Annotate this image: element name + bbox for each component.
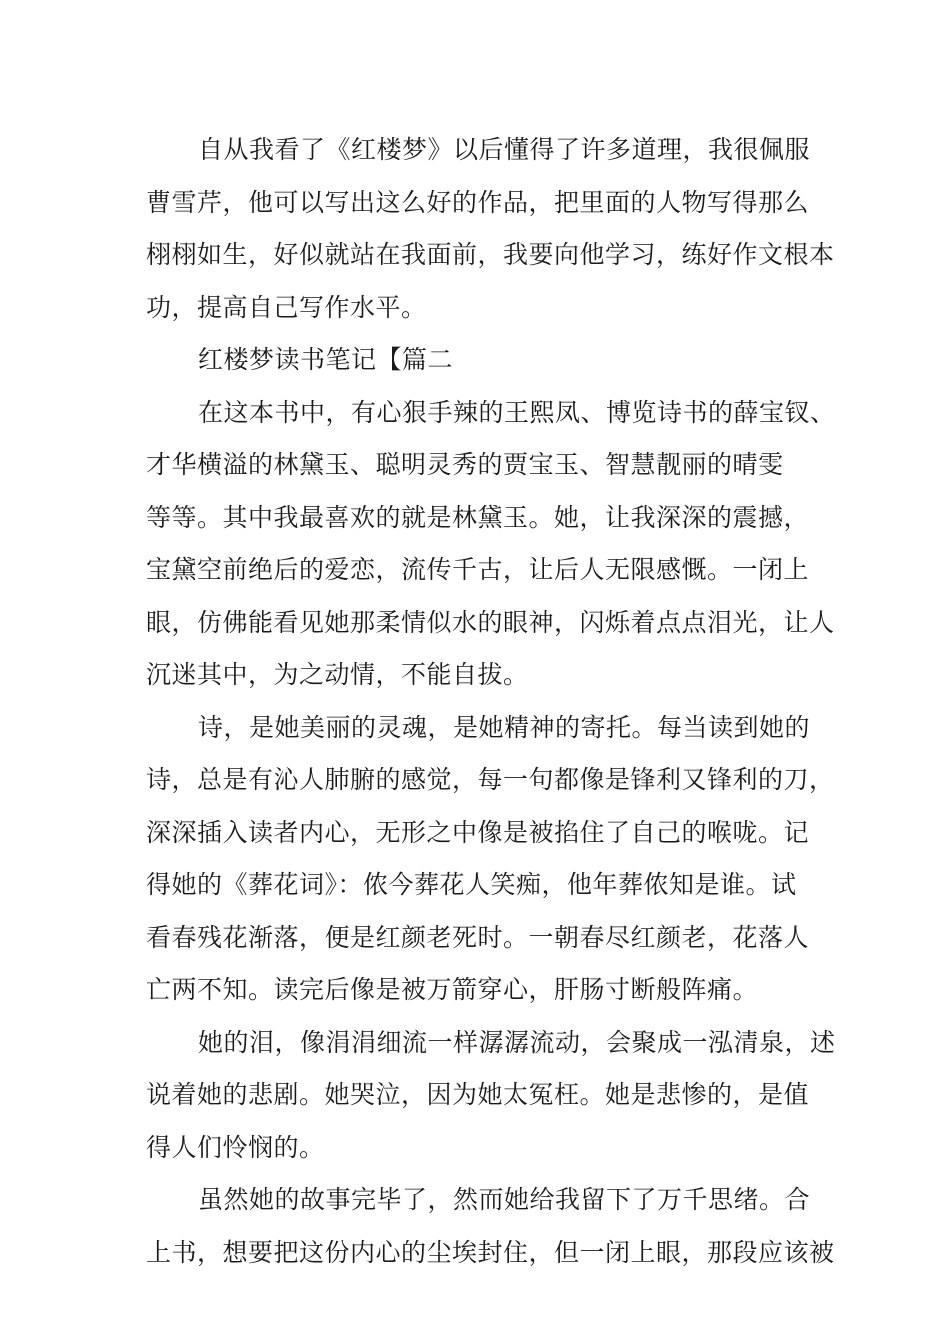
text-line: 宝黛空前绝后的爱恋，流传千古，让后人无限感慨。一闭上 [146,555,810,584]
text-line: 眼，仿佛能看见她那柔情似水的眼神，闪烁着点点泪光，让人 [146,607,835,637]
text-line: 说着她的悲剧。她哭泣，因为她太冤枉。她是悲惨的，是值 [146,1080,810,1109]
text-line: 亡两不知。读完后像是被万箭穿心，肝肠寸断般阵痛。 [146,975,759,1004]
paragraph-closing [146,1174,835,1279]
text-line: 才华横溢的林黛玉、聪明灵秀的贾宝玉、智慧靓丽的晴雯 [146,450,784,479]
text-line: 诗，总是有沁人肺腑的感觉，每一句都像是锋利又锋利的刀， [146,765,835,794]
text-line: 得人们怜悯的。 [146,1132,325,1162]
text-line: 得她的《葬花词》：侬今葬花人笑痴，他年葬侬知是谁。试 [146,870,797,899]
text-line: 等等。其中我最喜欢的就是林黛玉。她，让我深深的震撼， [146,502,810,532]
text-line: 深深插入读者内心，无形之中像是被掐住了自己的喉咙。记 [146,817,810,847]
text-line: 功，提高自己写作水平。 [146,292,427,322]
text-line: 沉迷其中，为之动情，不能自拔。 [146,660,529,689]
text-line: 在这本书中，有心狠手辣的王熙凤、博览诗书的薛宝钗、 [198,397,836,427]
text-line: 虽然她的故事完毕了，然而她给我留下了万千思绪。合 [198,1185,811,1214]
paragraph-tears [146,1017,836,1175]
text-line: 自从我看了《红楼梦》以后懂得了许多道理，我很佩服 [198,135,811,164]
text-line: 栩栩如生，好似就站在我面前，我要向他学习，练好作文根本 [146,240,835,269]
section-heading [146,334,806,387]
paragraph-poetry [146,702,835,1017]
paragraph-conclusion-part1 [146,124,835,334]
section-heading-text: 红楼梦读书笔记【篇二 [198,345,454,374]
text-line: 她的泪，像涓涓细流一样潺潺流动，会聚成一泓清泉，述 [198,1027,836,1057]
text-line: 曹雪芹，他可以写出这么好的作品，把里面的人物写得那么 [146,187,810,217]
text-line: 上书，想要把这份内心的尘埃封住，但一闭上眼，那段应该被 [146,1237,835,1267]
document-body [146,124,836,1279]
paragraph-characters [146,387,836,702]
text-line: 诗，是她美丽的灵魂，是她精神的寄托。每当读到她的 [198,712,811,742]
text-line: 看春残花渐落，便是红颜老死时。一朝春尽红颜老，花落人 [146,922,810,952]
